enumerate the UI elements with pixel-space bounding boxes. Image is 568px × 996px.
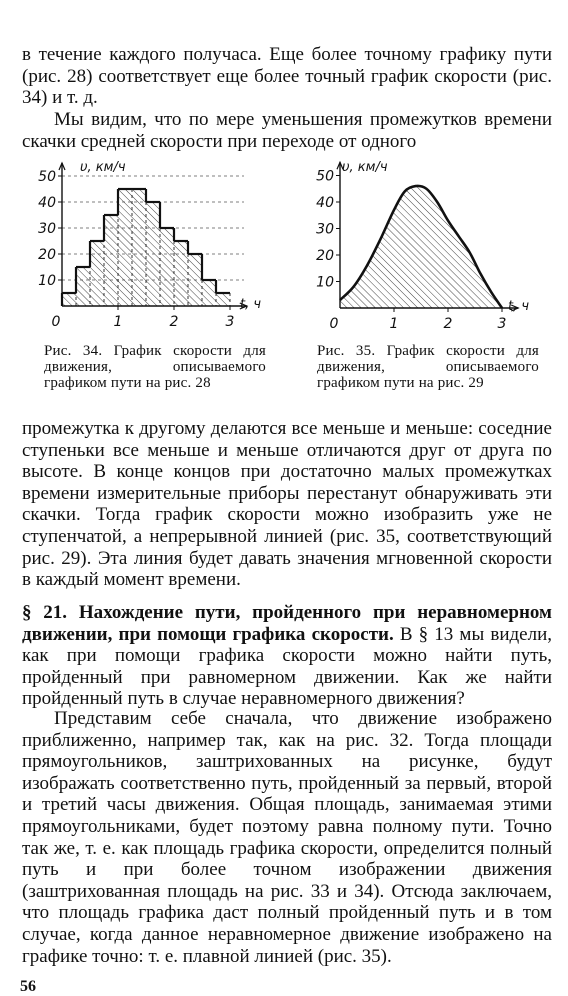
y-tick-label: 40 xyxy=(38,195,56,211)
x-tick-label: 3 xyxy=(225,314,235,330)
bar xyxy=(146,202,160,306)
bar xyxy=(132,189,146,306)
figure-34-xlabel: t, ч xyxy=(240,297,262,312)
x-tick-label: 2 xyxy=(443,316,453,332)
figure-34-ylabel: υ, км/ч xyxy=(80,160,126,175)
bar xyxy=(90,241,104,306)
bar xyxy=(62,293,76,306)
figure-35-caption: Рис. 35. График скорости для движения, описываемого графиком пути на рис. 29 xyxy=(317,343,539,391)
figure-34-bars xyxy=(62,189,230,306)
page-number: 56 xyxy=(20,978,36,995)
x-tick-label: 0 xyxy=(51,314,61,330)
y-tick-label: 50 xyxy=(316,168,334,185)
figure-35-ylabel: υ, км/ч xyxy=(342,160,388,175)
bar xyxy=(160,228,174,306)
paragraph-3: промежутка к другому делаются все меньше и меньше: соседние ступеньки все меньше и меньше отличаются друг от друга по высоте. В конце концов при достаточно малых промежутках времени измерительные приборы перестанут обнаруживать эти скачки. Тогда график скорости можно изобразить уже не ступенчатой, а непрерывной линией (рис. 35, соответствующий рис. 29). Эта линия будет давать значения мгновенной скорости в каждый момент времени. xyxy=(22,418,552,591)
paragraph-5: Представим себе сначала, что движение изображено приближенно, например так, как на рис. 32. Тогда площади прямоугольников, заштрихованных на рисунке, будут изображать соответственно путь, пройденный за первый, второй и третий часы движения. Общая площадь, занимаемая этими прямоугольниками, будет поэтому равна полному пути. Точно так же, т. е. как площадь графика скорости, определится полный путь и при более точном изображении движения (заштрихованная площадь на рис. 33 и 34). Отсюда заключаем, что площадь графика даст полный пройденный путь и в том случае, когда данное неравномерное движение изображено на графике точно: т. е. плавной линией (рис. 35). xyxy=(22,708,552,967)
x-tick-label: 0 xyxy=(329,316,339,332)
y-tick-label: 30 xyxy=(316,221,334,238)
y-tick-label: 50 xyxy=(38,169,56,185)
figure-35-xlabel: t, ч xyxy=(508,299,530,314)
y-tick-label: 40 xyxy=(316,195,334,211)
x-tick-label: 1 xyxy=(113,314,123,330)
bar xyxy=(202,280,216,306)
figure-35-area xyxy=(340,186,502,308)
y-tick-label: 10 xyxy=(316,274,334,291)
figure-34-caption: Рис. 34. График скорости для движения, описываемого графиком пути на рис. 28 xyxy=(44,343,266,391)
y-tick-label: 20 xyxy=(316,248,334,264)
x-tick-label: 3 xyxy=(497,316,507,332)
section-21-text: В § 13 мы видели, как при помощи графика скорости можно найти путь, пройденный при равномерном движении. Как же найти пройденный путь в случае неравномерного движения? xyxy=(22,623,552,710)
figure-35-chart xyxy=(310,158,560,338)
paragraph-2: Мы видим, что по мере уменьшения промежутков времени скачки средней скорости при переходе от одного xyxy=(22,109,552,152)
bar xyxy=(174,241,188,306)
x-tick-label: 2 xyxy=(169,314,179,330)
bar xyxy=(188,254,202,306)
bar xyxy=(118,189,132,306)
section-heading: § 21. Нахождение пути, пройденного при неравномерном движении, при помощи графика скорости. xyxy=(22,602,552,645)
y-tick-label: 30 xyxy=(38,221,56,237)
y-tick-label: 20 xyxy=(38,247,56,263)
paragraph-1: в течение каждого получаса. Еще более точному графику пути (рис. 28) соответствует еще более точный график скорости (рис. 34) и т. д. xyxy=(22,44,552,109)
bar xyxy=(216,293,230,306)
y-tick-label: 10 xyxy=(38,273,56,289)
x-tick-label: 1 xyxy=(389,316,399,332)
bar xyxy=(104,215,118,306)
figure-34-chart xyxy=(30,158,280,338)
bar xyxy=(76,267,90,306)
section-21-paragraph xyxy=(22,602,552,710)
